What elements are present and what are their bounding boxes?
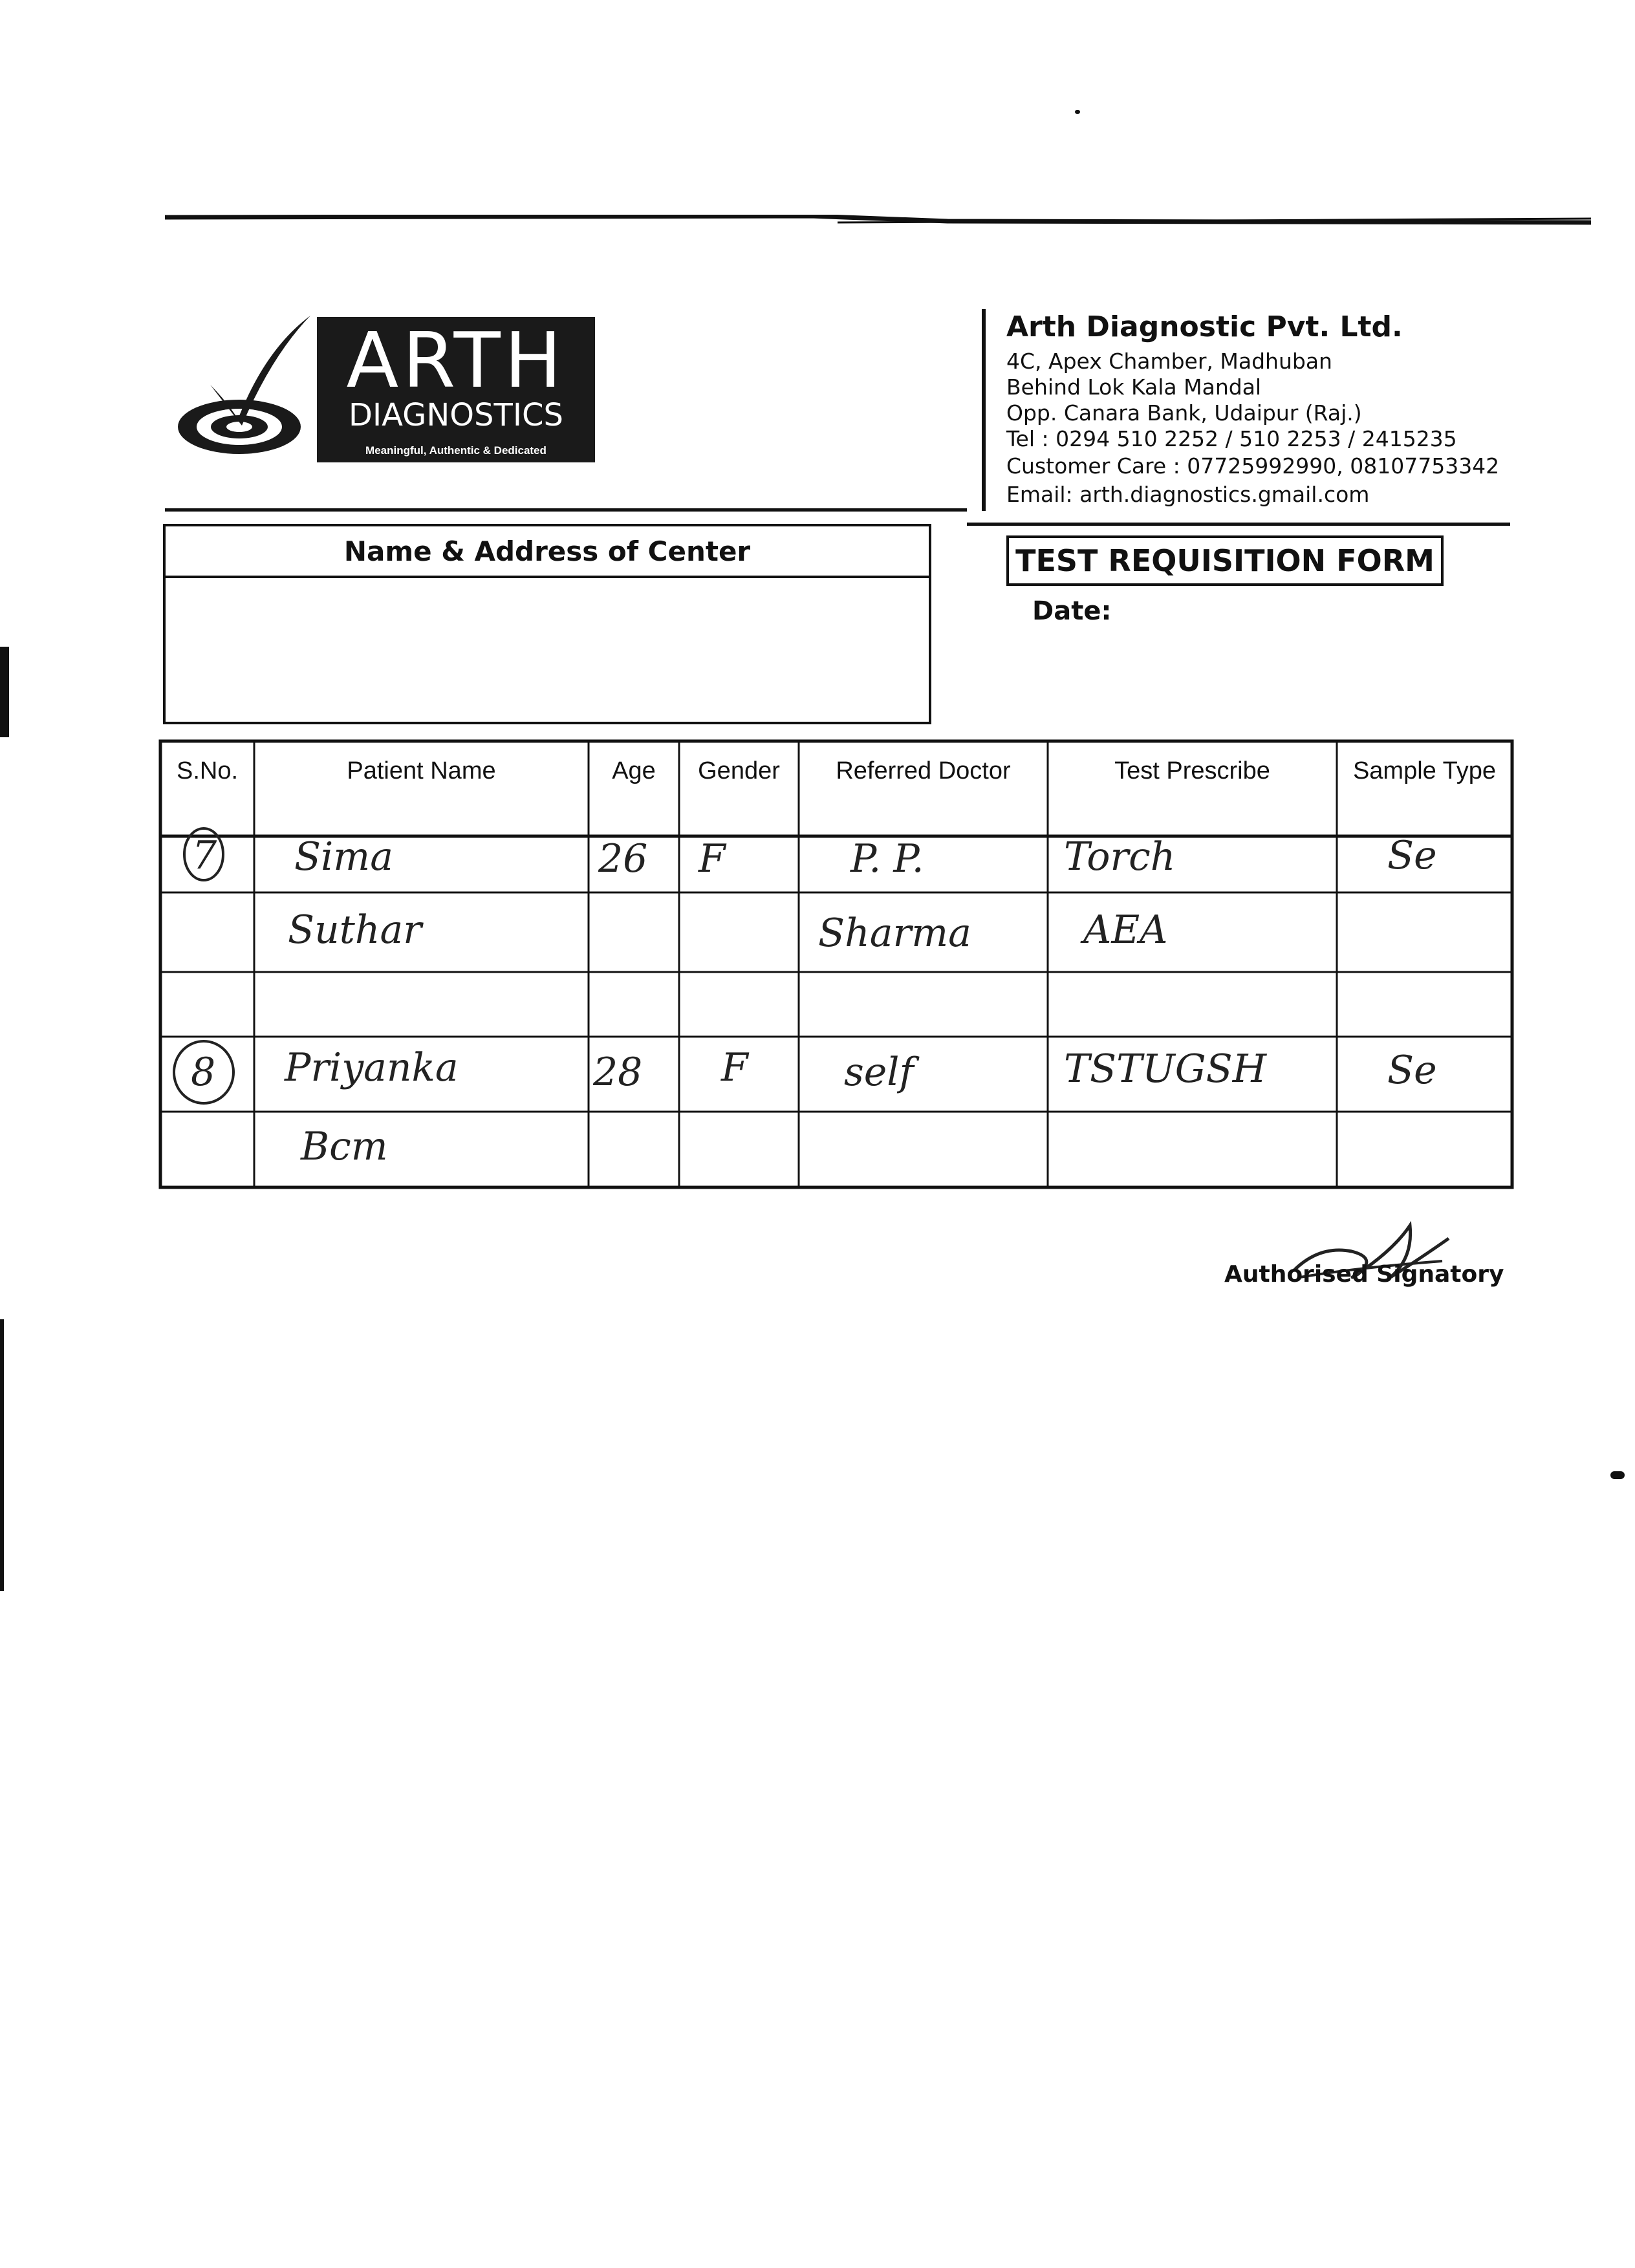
table-cell-referred-doctor: self [844,1050,914,1095]
table-cell-test-prescribe: AEA [1083,907,1168,953]
scan-dot-mark [1610,1471,1625,1479]
table-cell-age: 28 [593,1050,643,1095]
table-cell-sno: 8 [191,1050,216,1095]
center-address-box [163,524,931,724]
table-cell-sno: 7 [192,833,217,878]
patient-table [158,739,1514,1190]
table-cell-patient-name: Priyanka [285,1045,459,1090]
table-cell-test-prescribe: TSTUGSH [1064,1046,1267,1092]
company-telephone: Tel : 0294 510 2252 / 510 2253 / 2415235 [1006,426,1457,451]
table-cell-age: 26 [598,836,648,881]
header-divider-right [967,523,1510,526]
scan-dot-mark [1075,110,1080,114]
table-grid [158,739,1514,1190]
logo-tagline: Meaningful, Authentic & Dedicated [365,444,547,457]
table-cell-referred-doctor: P. P. [850,836,924,881]
company-logo [175,310,601,466]
form-title: TEST REQUISITION FORM [1006,535,1444,586]
column-header-age: Age [612,757,656,784]
table-cell-referred-doctor: Sharma [818,911,971,956]
company-email: Email: arth.diagnostics.gmail.com [1006,482,1370,507]
company-address-line: 4C, Apex Chamber, Madhuban [1006,349,1332,374]
column-header-gender: Gender [698,757,780,784]
table-cell-test-prescribe: Torch [1064,834,1176,880]
logo-subtitle: DIAGNOSTICS [349,397,563,433]
logo-brand-text: ARTH [346,316,566,405]
column-header-test-prescribe: Test Prescribe [1114,757,1270,784]
table-cell-patient-name: Suthar [288,907,422,953]
column-header-patient-name: Patient Name [347,757,496,784]
company-name: Arth Diagnostic Pvt. Ltd. [1006,310,1403,343]
column-header-sno: S.No. [176,757,239,784]
center-address-heading: Name & Address of Center [166,526,929,578]
table-cell-sample-type: Se [1387,833,1437,878]
company-info-divider [982,309,986,511]
target-check-icon [175,310,323,466]
header-divider-left [165,508,967,512]
table-cell-patient-name: Sima [294,834,393,880]
authorised-signatory-label: Authorised Signatory [1224,1261,1504,1288]
top-decorative-rule [165,215,1591,225]
scan-edge-mark [0,647,9,737]
table-cell-gender: F [698,836,726,881]
company-customer-care: Customer Care : 07725992990, 08107753342 [1006,453,1500,479]
column-header-sample-type: Sample Type [1352,757,1497,784]
table-cell-gender: F [721,1045,748,1090]
scan-edge-mark [0,1319,4,1591]
column-header-referred-doctor: Referred Doctor [836,757,1011,784]
date-label: Date: [1032,596,1112,626]
table-cell-sample-type: Se [1387,1048,1437,1093]
table-cell-patient-name: Bcm [301,1124,388,1169]
company-address-line: Opp. Canara Bank, Udaipur (Raj.) [1006,400,1362,426]
company-address-line: Behind Lok Kala Mandal [1006,374,1262,400]
